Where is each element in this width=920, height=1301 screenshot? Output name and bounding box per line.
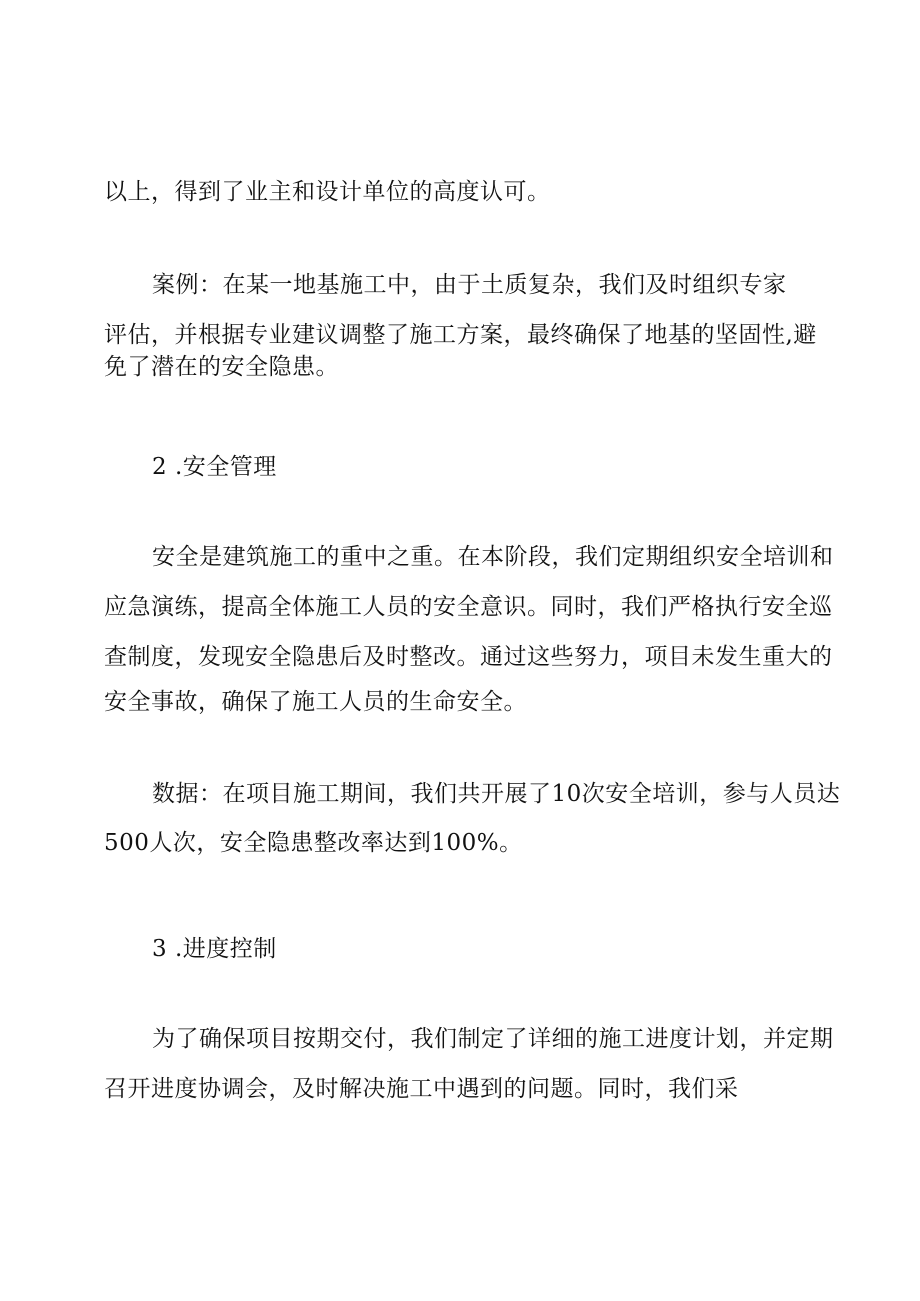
section-heading-schedule: 3 .进度控制 [152,936,277,962]
safety-paragraph-line: 安全是建筑施工的重中之重。在本阶段，我们定期组织安全培训和 [152,544,834,570]
text-line: 以上，得到了业主和设计单位的高度认可。 [104,179,551,205]
schedule-paragraph-line: 为了确保项目按期交付，我们制定了详细的施工进度计划，并定期 [152,1026,834,1052]
safety-paragraph-line: 应急演练，提高全体施工人员的安全意识。同时，我们严格执行安全巡 [104,594,833,620]
section-heading-safety: 2 .安全管理 [152,454,277,480]
data-paragraph-line: 500人次，安全隐患整改率达到100%。 [104,830,523,856]
case-paragraph-line: 案例：在某一地基施工中，由于土质复杂，我们及时组织专家 [152,272,787,298]
safety-paragraph-line: 安全事故，确保了施工人员的生命安全。 [104,689,527,715]
case-paragraph-line: 评估，并根据专业建议调整了施工方案，最终确保了地基的坚固性,避 [104,322,817,348]
safety-paragraph-line: 查制度，发现安全隐患后及时整改。通过这些努力，项目未发生重大的 [104,644,833,670]
case-paragraph-line: 免了潜在的安全隐患。 [104,354,339,380]
data-paragraph-line: 数据：在项目施工期间，我们共开展了10次安全培训，参与人员达 [152,781,841,807]
schedule-paragraph-line: 召开进度协调会，及时解决施工中遇到的问题。同时，我们采 [104,1076,739,1102]
